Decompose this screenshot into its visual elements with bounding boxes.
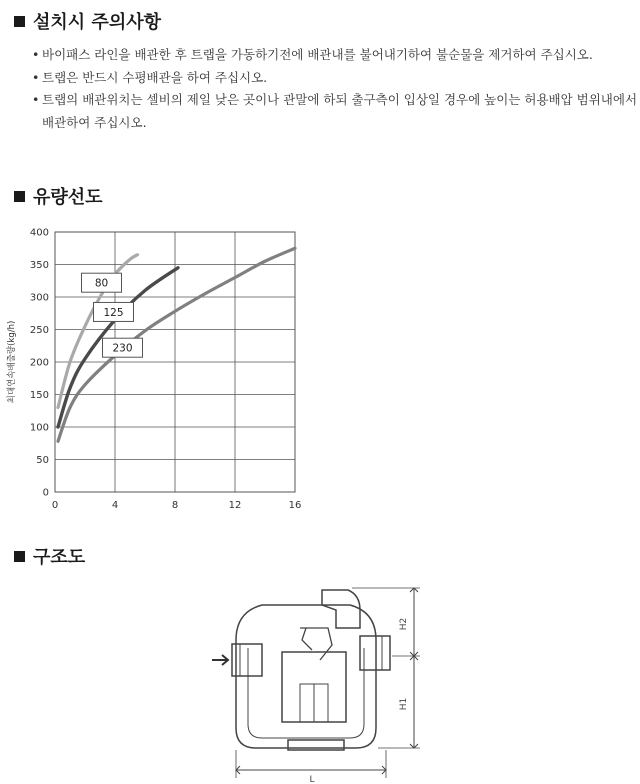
y-tick-label: 300	[29, 292, 49, 304]
top-cap	[322, 590, 360, 628]
y-tick-label: 400	[29, 227, 49, 239]
y-tick-label: 0	[42, 487, 49, 499]
series-label-125: 125	[103, 306, 124, 319]
note-text: 트랩의 배관위치는 셀비의 제일 낮은 곳이나 관말에 하되 출구측이 입상일 경우에 높이는 허용배압 범위내에서 배관하여 주십시오.	[42, 92, 638, 130]
series-label-80: 80	[94, 277, 109, 290]
bullet-dot-icon: •	[32, 69, 40, 85]
y-tick-label: 200	[29, 357, 49, 369]
x-tick-label: 8	[171, 500, 179, 511]
y-tick-label: 100	[29, 422, 49, 434]
x-tick-label: 16	[288, 500, 302, 511]
notes-list	[32, 44, 638, 134]
bullet-dot-icon: •	[32, 47, 40, 62]
bullet-dot-icon: •	[32, 92, 40, 107]
note-item	[32, 44, 632, 67]
y-tick-label: 350	[29, 260, 49, 271]
note-item	[32, 67, 632, 90]
y-tick-label: 150	[29, 390, 49, 401]
structure-title-text: 구조도	[33, 547, 86, 568]
structure-section-title	[14, 543, 85, 569]
y-tick-label: 250	[29, 325, 49, 336]
dimension-label-h2: H2	[399, 617, 409, 631]
flow-chart	[0, 222, 320, 522]
notes-section-title	[14, 8, 161, 34]
square-bullet-icon	[14, 191, 25, 202]
square-bullet-icon	[14, 551, 25, 562]
note-text: 바이패스 라인을 배관한 후 트랩을 가동하기전에 배관내를 불어내기하여 불순물을 제거하여 주십시오.	[42, 47, 593, 62]
x-tick-label: 0	[51, 500, 59, 511]
note-text: 트랩은 반드시 수평배관을 하여 주십시오.	[42, 69, 268, 85]
y-tick-label: 50	[36, 455, 49, 466]
structure-diagram	[0, 575, 640, 784]
x-tick-label: 4	[111, 500, 119, 511]
note-item	[32, 89, 638, 134]
lever-mechanism	[300, 628, 332, 660]
dimension-label-h1: H1	[399, 697, 409, 711]
x-tick-label: 12	[228, 500, 242, 511]
y-axis-label: 최대연속배출량(kg/h)	[7, 320, 17, 404]
square-bullet-icon	[14, 16, 25, 27]
chart-section-title	[14, 183, 103, 209]
inlet-arrow-icon	[212, 655, 228, 665]
dimension-label-l: L	[309, 775, 315, 784]
chart-title-text: 유량선도	[33, 187, 103, 208]
series-label-230: 230	[112, 342, 133, 355]
notes-title-text: 설치시 주의사항	[33, 12, 161, 33]
